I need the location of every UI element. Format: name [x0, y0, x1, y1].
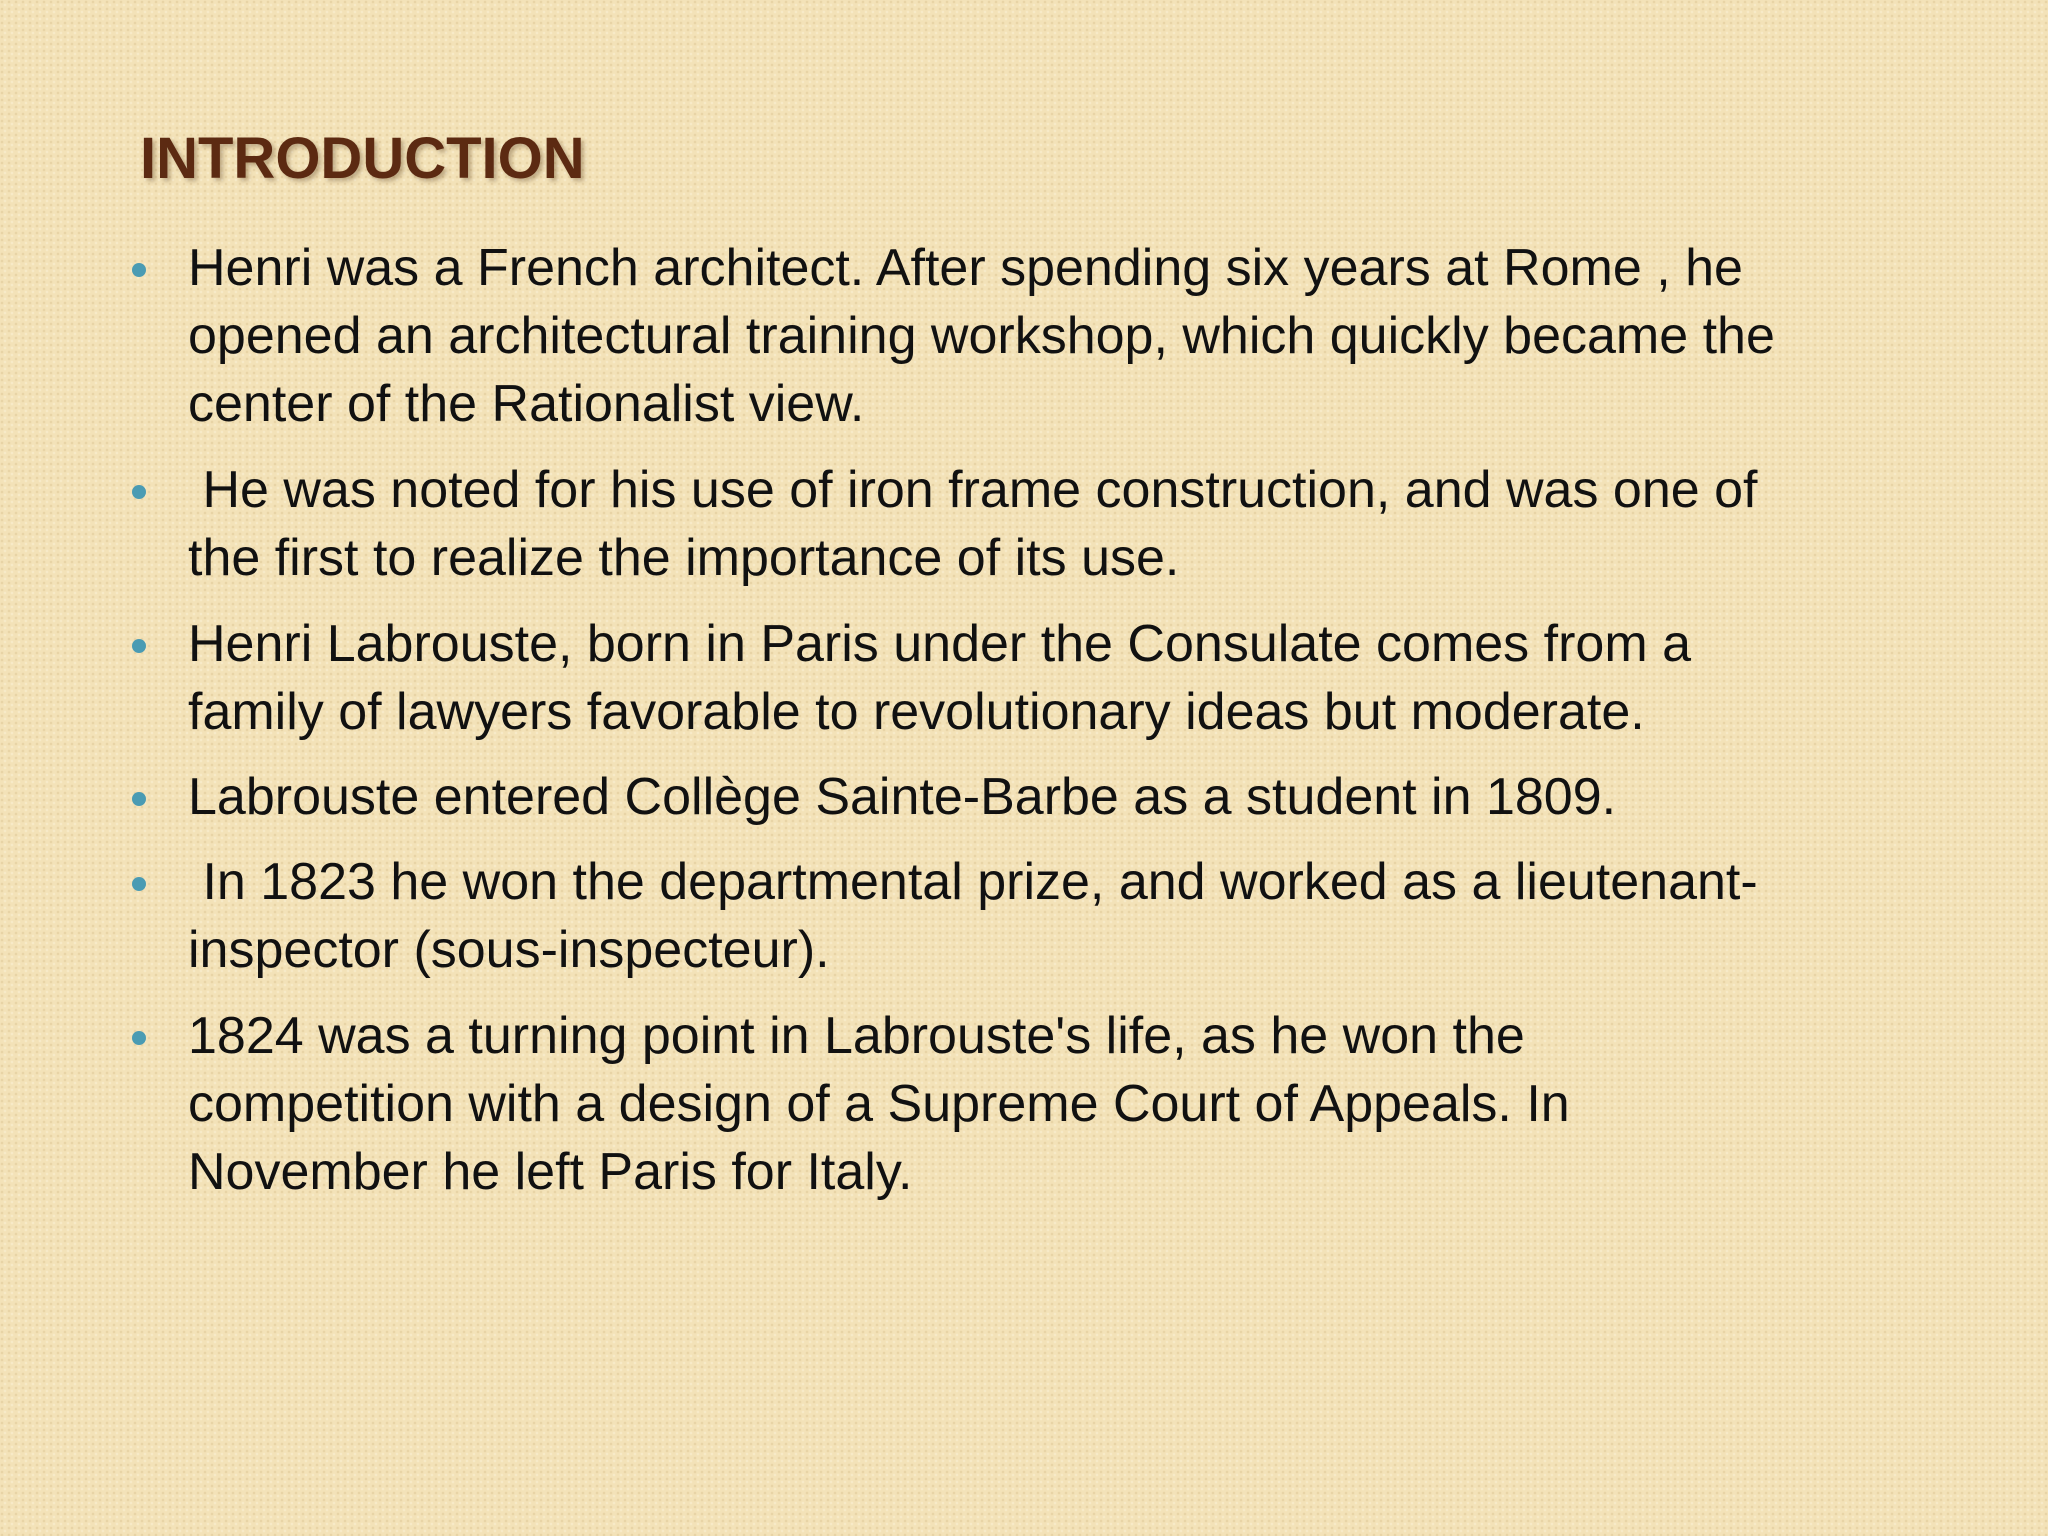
bullet-dot-icon [132, 485, 146, 499]
bullet-item-4 [188, 763, 1948, 831]
bullet-item-3 [188, 610, 1948, 746]
bullet-item-5 [188, 848, 1948, 984]
bullet-line: competition with a design of a Supreme Court of Appeals. In [188, 1075, 1570, 1133]
bullet-item-2 [188, 456, 1948, 592]
bullet-dot-icon [132, 877, 146, 891]
bullet-line: 1824 was a turning point in Labrouste's life, as he won the [188, 1007, 1525, 1065]
bullet-line: the first to realize the importance of its use. [188, 529, 1180, 587]
bullet-line: inspector (sous-inspecteur). [188, 921, 830, 979]
bullet-dot-icon [132, 1031, 146, 1045]
bullet-line: opened an architectural training workshop, which quickly became the [188, 307, 1775, 365]
slide-title: INTRODUCTION [140, 126, 585, 191]
bullet-line: center of the Rationalist view. [188, 375, 865, 433]
bullet-dot-icon [132, 639, 146, 653]
bullet-item-6 [188, 1002, 1948, 1206]
bullet-line: Henri was a French architect. After spending six years at Rome , he [188, 239, 1743, 297]
bullet-line: family of lawyers favorable to revolutionary ideas but moderate. [188, 683, 1645, 741]
bullet-line: He was noted for his use of iron frame construction, and was one of [188, 461, 1758, 519]
bullet-line: Labrouste entered Collège Sainte-Barbe as a student in 1809. [188, 768, 1617, 826]
bullet-line: November he left Paris for Italy. [188, 1143, 913, 1201]
bullet-dot-icon [132, 263, 146, 277]
bullet-item-1 [188, 234, 1948, 438]
bullet-line: In 1823 he won the departmental prize, and worked as a lieutenant- [188, 853, 1758, 911]
bullet-dot-icon [132, 792, 146, 806]
bullet-line: Henri Labrouste, born in Paris under the Consulate comes from a [188, 615, 1691, 673]
